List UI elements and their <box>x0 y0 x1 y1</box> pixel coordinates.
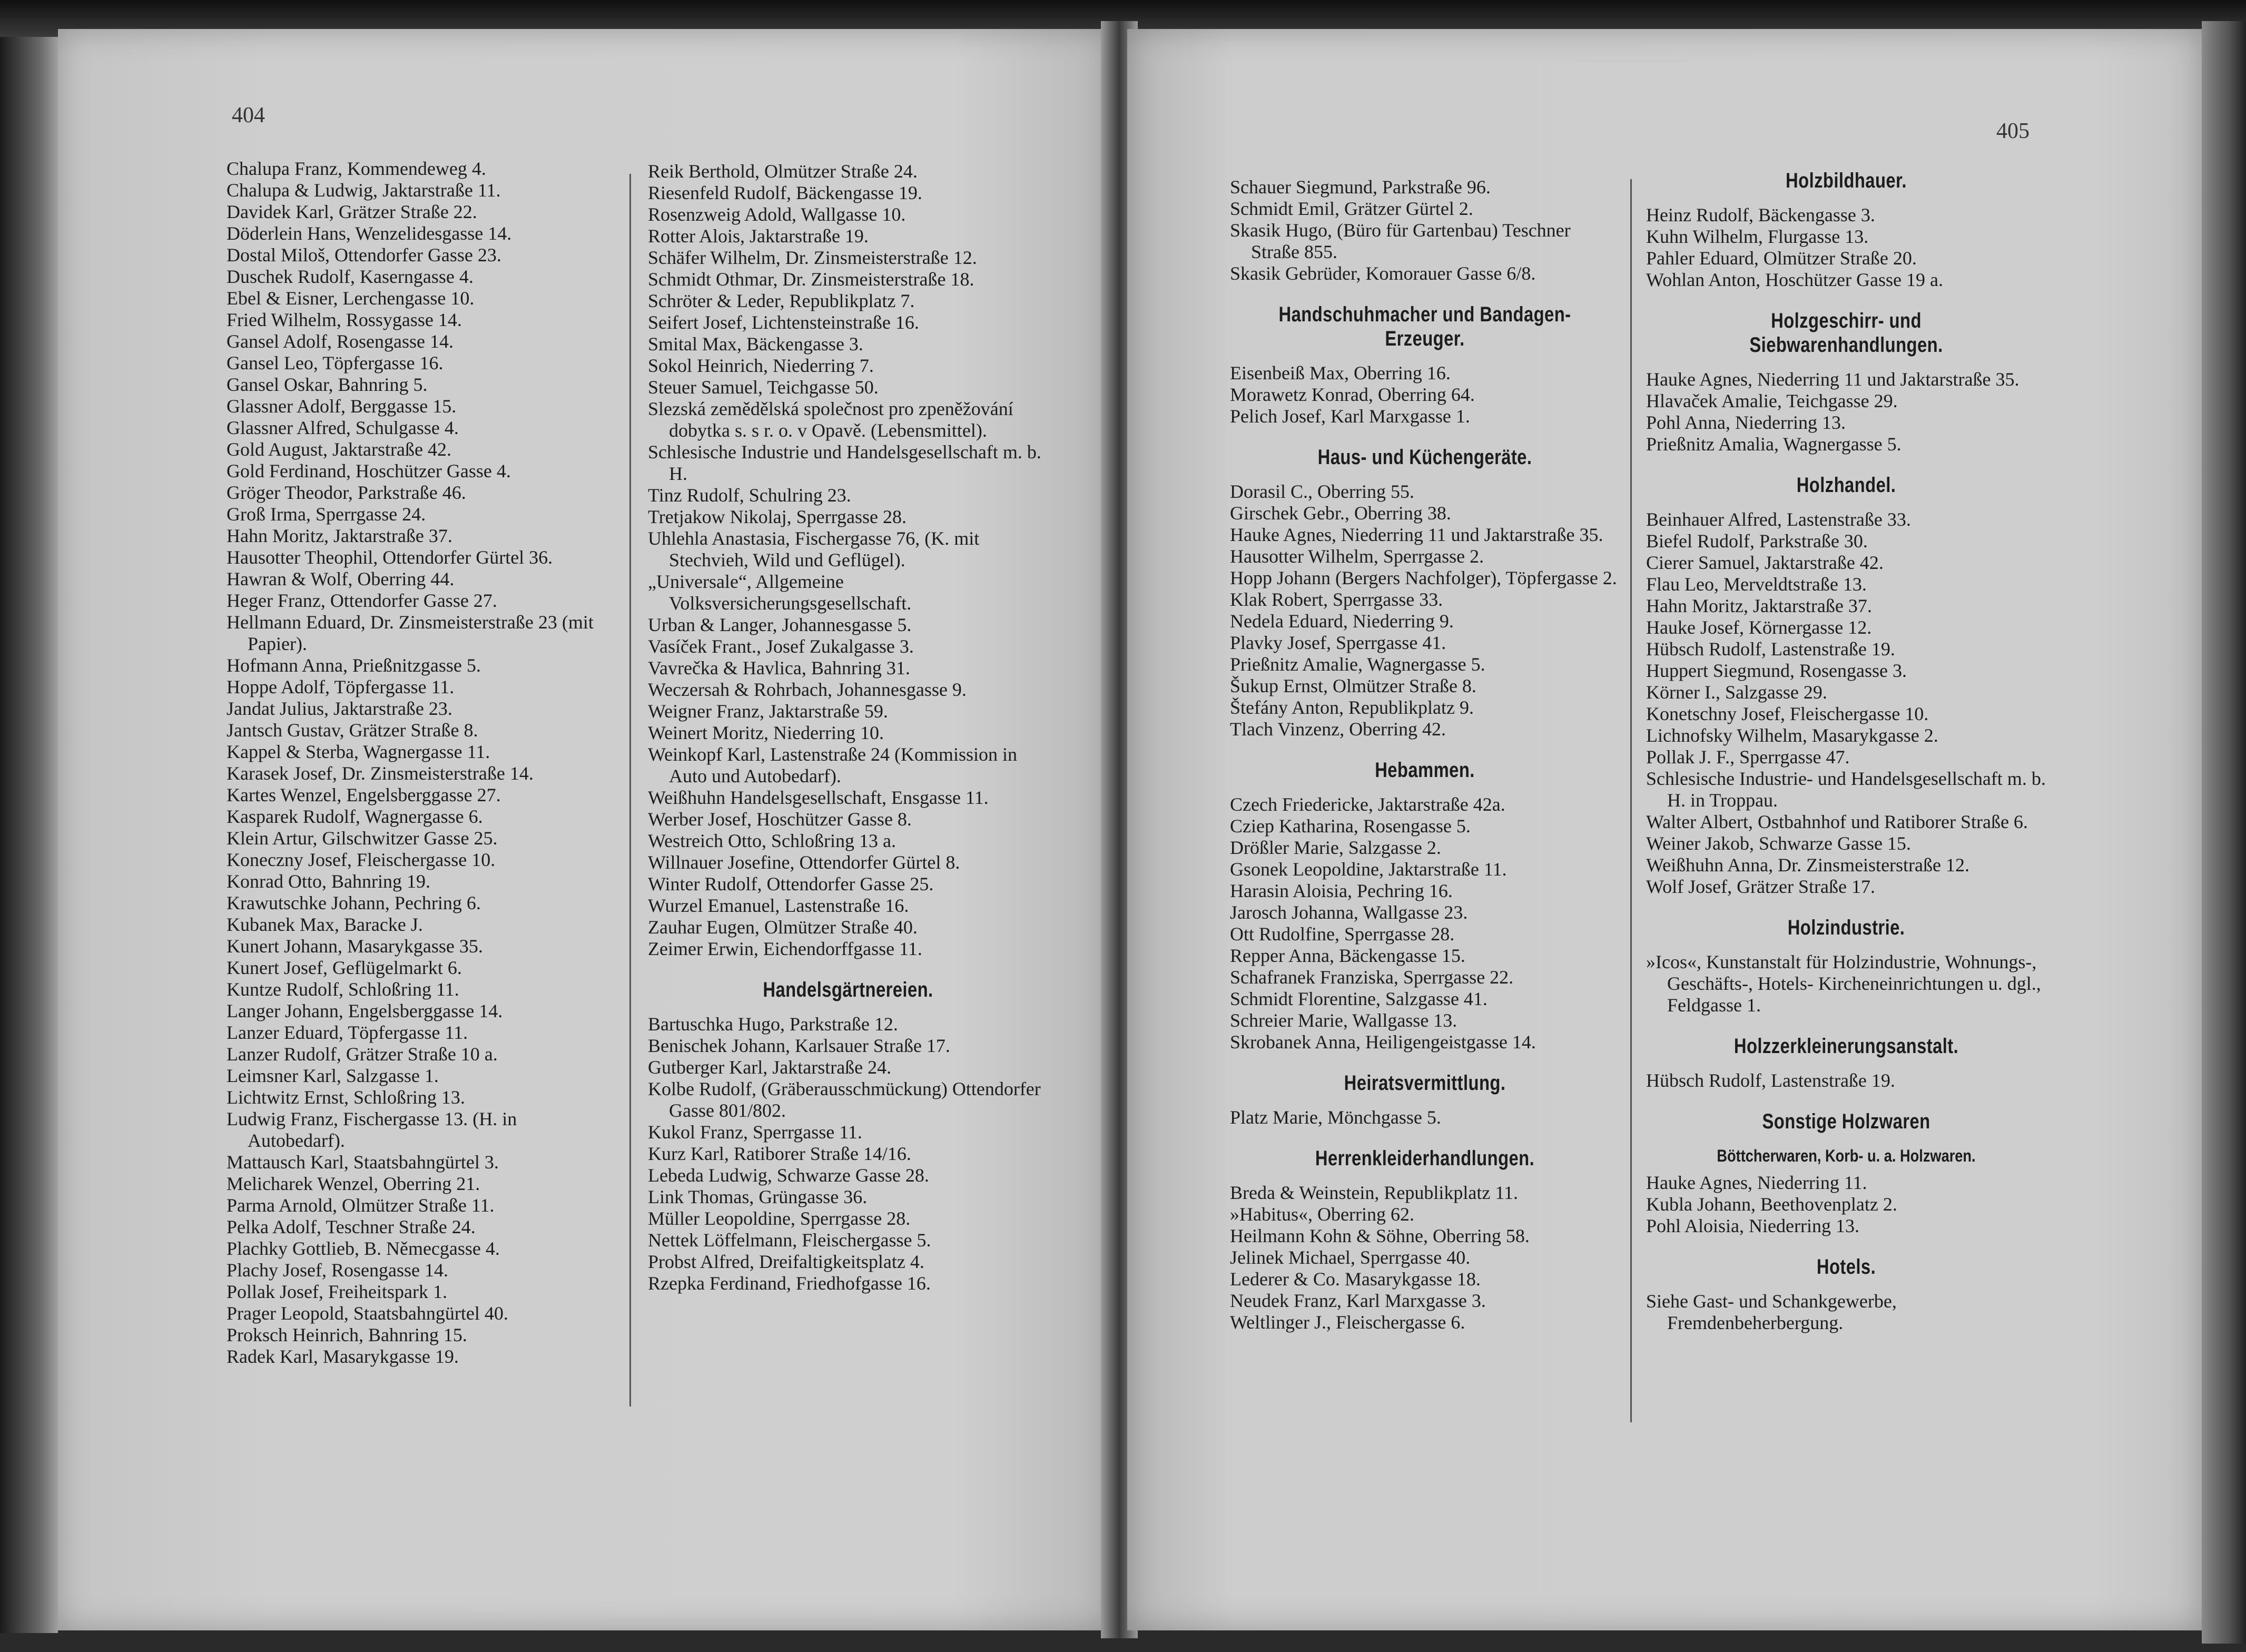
list-item: Dorasil C., Oberring 55. <box>1230 481 1414 502</box>
list-item: Konrad Otto, Bahnring 19. <box>226 871 430 892</box>
right-page-number: 405 <box>1996 119 2030 143</box>
list-item: Rzepka Ferdinand, Friedhofgasse 16. <box>648 1273 931 1294</box>
list-item: Plachky Gottlieb, B. Němecgasse 4. <box>226 1238 500 1259</box>
list-item: Smital Max, Bäckengasse 3. <box>648 333 863 355</box>
list-item: Gold August, Jaktarstraße 42. <box>226 439 451 460</box>
list-item: Wurzel Emanuel, Lastenstraße 16. <box>648 895 909 916</box>
list-item: Breda & Weinstein, Republikplatz 11. <box>1230 1182 1518 1203</box>
list-item: Weinkopf Karl, Lastenstraße 24 (Kommission in Auto und Autobedarf). <box>648 744 1017 786</box>
section-heading: Herrenkleiderhandlungen. <box>1315 1147 1535 1170</box>
list-item: Hahn Moritz, Jaktarstraße 37. <box>1646 595 1872 616</box>
list-item: Slezská zemědělská společnost pro zpeněžování dobytka s. s r. o. v Opavě. (Lebensmittel). <box>648 398 1013 441</box>
list-item: Lichtwitz Ernst, Schloßring 13. <box>226 1087 465 1108</box>
list-item: Rotter Alois, Jaktarstraße 19. <box>648 225 869 247</box>
list-item: Schmidt Florentine, Salzgasse 41. <box>1230 988 1488 1009</box>
list-item: Skasik Hugo, (Büro für Gartenbau) Teschner Straße 855. <box>1230 220 1571 262</box>
list-item: Hauke Josef, Körnergasse 12. <box>1646 617 1872 638</box>
section-subheading: Böttcherwaren, Korb- u. a. Holzwaren. <box>1717 1146 1976 1165</box>
list-item: Karasek Josef, Dr. Zinsmeisterstraße 14. <box>226 763 534 784</box>
left-column-1 <box>226 158 606 1368</box>
section-heading: Hebammen. <box>1375 759 1475 782</box>
list-item: Winter Rudolf, Ottendorfer Gasse 25. <box>648 873 934 894</box>
list-item: Eisenbeiß Max, Oberring 16. <box>1230 362 1451 384</box>
right-column-2 <box>1646 169 2046 1334</box>
list-item: Lebeda Ludwig, Schwarze Gasse 28. <box>648 1165 929 1186</box>
list-item: Döderlein Hans, Wenzelidesgasse 14. <box>226 223 512 244</box>
list-item: Pelka Adolf, Teschner Straße 24. <box>226 1216 476 1237</box>
section-heading: Heiratsvermittlung. <box>1344 1071 1506 1095</box>
list-item: Schmidt Emil, Grätzer Gürtel 2. <box>1230 198 1473 219</box>
list-item: Kasparek Rudolf, Wagnergasse 6. <box>226 806 483 827</box>
list-item: Vavrečka & Havlica, Bahnring 31. <box>648 657 910 678</box>
list-item: Nettek Löffelmann, Fleischergasse 5. <box>648 1230 931 1251</box>
list-item: Probst Alfred, Dreifaltigkeitsplatz 4. <box>648 1251 924 1272</box>
section-heading: Holzbildhauer. <box>1786 169 1907 192</box>
list-item: Hawran & Wolf, Oberring 44. <box>226 568 455 589</box>
section-heading: Handelsgärtnereien. <box>763 978 933 1001</box>
list-item: Gansel Oskar, Bahnring 5. <box>226 374 428 395</box>
list-item: Reik Berthold, Olmützer Straße 24. <box>648 161 918 182</box>
list-item: Davidek Karl, Grätzer Straße 22. <box>226 201 477 222</box>
list-item: Hopp Johann (Bergers Nachfolger), Töpfergasse 2. <box>1230 567 1617 588</box>
list-item: Koneczny Josef, Fleischergasse 10. <box>226 849 496 870</box>
list-item: Huppert Siegmund, Rosengasse 3. <box>1646 660 1907 681</box>
list-item: Parma Arnold, Olmützer Straße 11. <box>226 1195 495 1216</box>
list-item: Kunert Josef, Geflügelmarkt 6. <box>226 957 462 978</box>
list-item: Schröter & Leder, Republikplatz 7. <box>648 290 915 311</box>
list-item: Schlesische Industrie- und Handelsgesellschaft m. b. H. in Troppau. <box>1646 768 2046 811</box>
list-item: Heinz Rudolf, Bäckengasse 3. <box>1646 204 1875 225</box>
list-item: Platz Marie, Mönchgasse 5. <box>1230 1107 1441 1128</box>
list-item: Hübsch Rudolf, Lastenstraße 19. <box>1646 638 1895 660</box>
list-item: Harasin Aloisia, Pechring 16. <box>1230 880 1453 901</box>
list-item: Hellmann Eduard, Dr. Zinsmeisterstraße 23 (mit Papier). <box>226 612 594 654</box>
list-item: Konetschny Josef, Fleischergasse 10. <box>1646 703 1929 724</box>
list-item: Skasik Gebrüder, Komorauer Gasse 6/8. <box>1230 263 1536 284</box>
list-item: Gansel Adolf, Rosengasse 14. <box>226 331 454 352</box>
list-item: Czech Friedericke, Jaktarstraße 42a. <box>1230 794 1505 815</box>
list-item: Riesenfeld Rudolf, Bäckengasse 19. <box>648 182 922 203</box>
list-item: Pohl Aloisia, Niederring 13. <box>1646 1215 1859 1236</box>
list-item: Pollak Josef, Freiheitspark 1. <box>226 1281 447 1302</box>
list-item: Schlesische Industrie und Handelsgesellschaft m. b. H. <box>648 441 1041 484</box>
list-item: Jantsch Gustav, Grätzer Straße 8. <box>226 720 478 741</box>
list-item: Zeimer Erwin, Eichendorffgasse 11. <box>648 938 922 959</box>
list-item: Neudek Franz, Karl Marxgasse 3. <box>1230 1290 1486 1311</box>
column-divider <box>1630 179 1632 1422</box>
section-heading: Holzzerkleinerungsanstalt. <box>1733 1035 1959 1058</box>
list-item: Girschek Gebr., Oberring 38. <box>1230 503 1451 524</box>
list-item: Jandat Julius, Jaktarstraße 23. <box>226 698 452 719</box>
list-item: Hauke Agnes, Niederring 11. <box>1646 1172 1867 1193</box>
list-item: Morawetz Konrad, Oberring 64. <box>1230 384 1475 405</box>
list-item: Gutberger Karl, Jaktarstraße 24. <box>648 1057 892 1078</box>
list-item: Urban & Langer, Johannesgasse 5. <box>648 614 912 635</box>
list-item: Tretjakow Nikolaj, Sperrgasse 28. <box>648 506 907 527</box>
list-item: Schmidt Othmar, Dr. Zinsmeisterstraße 18. <box>648 269 974 290</box>
list-item: Gansel Leo, Töpfergasse 16. <box>226 352 444 373</box>
section-heading: Holzgeschirr- und Siebwarenhandlungen. <box>1749 309 1943 357</box>
list-item: Ebel & Eisner, Lerchengasse 10. <box>226 288 475 309</box>
list-item: „Universale“, Allgemeine Volksversicherungsgesellschaft. <box>648 571 912 614</box>
section-heading: Handschuhmacher und Bandagen-Erzeuger. <box>1278 303 1571 350</box>
list-item: Melicharek Wenzel, Oberring 21. <box>226 1173 480 1194</box>
list-item: Weißhuhn Handelsgesellschaft, Ensgasse 11. <box>648 787 989 808</box>
book-edge-right <box>2202 21 2246 1644</box>
list-item: Štefány Anton, Republikplatz 9. <box>1230 697 1474 718</box>
list-item: Glassner Alfred, Schulgasse 4. <box>226 417 459 438</box>
list-item: Weiner Jakob, Schwarze Gasse 15. <box>1646 833 1911 854</box>
list-item: Lanzer Eduard, Töpfergasse 11. <box>226 1022 468 1043</box>
list-item: Rosenzweig Adold, Wallgasse 10. <box>648 204 906 225</box>
list-item: Fried Wilhelm, Rossygasse 14. <box>226 309 462 330</box>
list-item: Cierer Samuel, Jaktarstraße 42. <box>1646 552 1884 573</box>
list-item: Wolf Josef, Grätzer Straße 17. <box>1646 876 1875 897</box>
list-item: Langer Johann, Engelsberggasse 14. <box>226 1000 503 1021</box>
list-item: Hlavaček Amalie, Teichgasse 29. <box>1646 390 1898 411</box>
list-item: Kukol Franz, Sperrgasse 11. <box>648 1122 862 1143</box>
list-item: Werber Josef, Hoschützer Gasse 8. <box>648 809 912 830</box>
section-heading: Hotels. <box>1816 1255 1876 1279</box>
list-item: Hausotter Wilhelm, Sperrgasse 2. <box>1230 546 1484 567</box>
list-item: Körner I., Salzgasse 29. <box>1646 682 1827 703</box>
list-item: Pelich Josef, Karl Marxgasse 1. <box>1230 406 1470 427</box>
list-item: Glassner Adolf, Berggasse 15. <box>226 396 457 417</box>
list-item: Skrobanek Anna, Heiligengeistgasse 14. <box>1230 1031 1536 1053</box>
list-item: Pahler Eduard, Olmützer Straße 20. <box>1646 248 1917 269</box>
list-item: Uhlehla Anastasia, Fischergasse 76, (K. mit Stechvieh, Wild und Geflügel). <box>648 528 980 571</box>
list-item: Beinhauer Alfred, Lastenstraße 33. <box>1646 509 1911 530</box>
list-item: Kartes Wenzel, Engelsberggasse 27. <box>226 784 501 805</box>
list-item: Westreich Otto, Schloßring 13 a. <box>648 830 897 851</box>
list-item: Weinert Moritz, Niederring 10. <box>648 722 884 743</box>
list-item: Gröger Theodor, Parkstraße 46. <box>226 482 466 503</box>
list-item: Zauhar Eugen, Olmützer Straße 40. <box>648 917 918 938</box>
list-item: Pohl Anna, Niederring 13. <box>1646 412 1846 433</box>
list-item: Kolbe Rudolf, (Gräberausschmückung) Ottendorfer Gasse 801/802. <box>648 1078 1041 1121</box>
list-item: Leimsner Karl, Salzgasse 1. <box>226 1065 439 1086</box>
section-heading: Holzindustrie. <box>1787 916 1905 939</box>
list-item: Weczersah & Rohrbach, Johannesgasse 9. <box>648 679 967 700</box>
list-item: Hausotter Theophil, Ottendorfer Gürtel 36. <box>226 547 553 568</box>
list-item: Willnauer Josefine, Ottendorfer Gürtel 8. <box>648 852 960 873</box>
list-item: Heilmann Kohn & Söhne, Oberring 58. <box>1230 1225 1530 1246</box>
list-item: Schäfer Wilhelm, Dr. Zinsmeisterstraße 12. <box>648 247 977 268</box>
list-item: Weigner Franz, Jaktarstraße 59. <box>648 701 888 722</box>
list-item: Lederer & Co. Masarykgasse 18. <box>1230 1268 1481 1290</box>
list-item: Schreier Marie, Wallgasse 13. <box>1230 1010 1457 1031</box>
list-item: Kappel & Sterba, Wagnergasse 11. <box>226 741 490 762</box>
list-item: Klein Artur, Gilschwitzer Gasse 25. <box>226 828 498 849</box>
list-item: Kurz Karl, Ratiborer Straße 14/16. <box>648 1143 911 1164</box>
list-item: Kunert Johann, Masarykgasse 35. <box>226 936 483 957</box>
list-item: Jelinek Michael, Sperrgasse 40. <box>1230 1247 1471 1268</box>
list-item: Groß Irma, Sperrgasse 24. <box>226 504 426 525</box>
list-item: Hahn Moritz, Jaktarstraße 37. <box>226 525 452 546</box>
list-item: Kuhn Wilhelm, Flurgasse 13. <box>1646 226 1869 247</box>
left-column-2 <box>648 161 1048 1294</box>
list-item: Müller Leopoldine, Sperrgasse 28. <box>648 1208 911 1229</box>
book-edge-left <box>0 37 58 1633</box>
list-item: Prießnitz Amalia, Wagnergasse 5. <box>1646 434 1902 455</box>
list-item: Kubla Johann, Beethovenplatz 2. <box>1646 1194 1897 1215</box>
list-item: Bartuschka Hugo, Parkstraße 12. <box>648 1014 898 1035</box>
list-item: Hofmann Anna, Prießnitzgasse 5. <box>226 655 481 676</box>
list-item: Mattausch Karl, Staatsbahngürtel 3. <box>226 1152 499 1173</box>
list-item: Gold Ferdinand, Hoschützer Gasse 4. <box>226 460 511 481</box>
list-item: Walter Albert, Ostbahnhof und Ratiborer Straße 6. <box>1646 811 2028 832</box>
list-item: Sokol Heinrich, Niederring 7. <box>648 355 874 376</box>
list-item: Proksch Heinrich, Bahnring 15. <box>226 1324 467 1345</box>
list-item: Nedela Eduard, Niederring 9. <box>1230 611 1454 632</box>
list-item: Krawutschke Johann, Pechring 6. <box>226 892 481 913</box>
list-item: Lichnofsky Wilhelm, Masarykgasse 2. <box>1646 725 1938 746</box>
list-item: Link Thomas, Grüngasse 36. <box>648 1186 868 1207</box>
list-item: Tinz Rudolf, Schulring 23. <box>648 485 851 506</box>
list-item: Ludwig Franz, Fischergasse 13. (H. in Autobedarf). <box>226 1108 517 1151</box>
list-item: Biefel Rudolf, Parkstraße 30. <box>1646 530 1868 552</box>
list-item: Cziep Katharina, Rosengasse 5. <box>1230 815 1471 837</box>
list-item: Seifert Josef, Lichtensteinstraße 16. <box>648 312 919 333</box>
list-item: Flau Leo, Merveldtstraße 13. <box>1646 574 1867 595</box>
list-item: Schauer Siegmund, Parkstraße 96. <box>1230 176 1491 198</box>
left-page-number: 404 <box>232 103 265 127</box>
list-item: Benischek Johann, Karlsauer Straße 17. <box>648 1035 950 1056</box>
list-item: Hauke Agnes, Niederring 11 und Jaktarstraße 35. <box>1646 369 2020 390</box>
list-item: Klak Robert, Sperrgasse 33. <box>1230 589 1443 610</box>
list-item: »Icos«, Kunstanstalt für Holzindustrie, Wohnungs-, Geschäfts-, Hotels- Kircheneinrichtungen u. dgl., Feldgasse 1. <box>1646 951 2041 1016</box>
list-item: Pollak J. F., Sperrgasse 47. <box>1646 746 1850 768</box>
right-column-1 <box>1230 176 1620 1333</box>
list-item: Siehe Gast- und Schankgewerbe, Fremdenbeherbergung. <box>1646 1291 1897 1333</box>
list-item: Drößler Marie, Salzgasse 2. <box>1230 837 1441 858</box>
list-item: Tlach Vinzenz, Oberring 42. <box>1230 719 1446 740</box>
list-item: Weltlinger J., Fleischergasse 6. <box>1230 1312 1465 1333</box>
column-divider <box>629 174 631 1407</box>
list-item: Hoppe Adolf, Töpfergasse 11. <box>226 676 455 697</box>
section-heading: Holzhandel. <box>1796 474 1896 497</box>
list-item: Plavky Josef, Sperrgasse 41. <box>1230 632 1446 653</box>
list-item: Jarosch Johanna, Wallgasse 23. <box>1230 902 1468 923</box>
list-item: Chalupa & Ludwig, Jaktarstraße 11. <box>226 180 501 201</box>
list-item: Šukup Ernst, Olmützer Straße 8. <box>1230 675 1476 696</box>
list-item: Gsonek Leopoldine, Jaktarstraße 11. <box>1230 859 1507 880</box>
list-item: »Habitus«, Oberring 62. <box>1230 1204 1414 1225</box>
list-item: Prießnitz Amalie, Wagnergasse 5. <box>1230 654 1485 675</box>
list-item: Dostal Miloš, Ottendorfer Gasse 23. <box>226 244 501 266</box>
section-heading: Haus- und Küchengeräte. <box>1317 446 1532 469</box>
list-item: Lanzer Rudolf, Grätzer Straße 10 a. <box>226 1044 498 1065</box>
list-item: Steuer Samuel, Teichgasse 50. <box>648 377 879 398</box>
list-item: Vasíček Frant., Josef Zukalgasse 3. <box>648 636 914 657</box>
list-item: Kuntze Rudolf, Schloßring 11. <box>226 979 459 1000</box>
list-item: Radek Karl, Masarykgasse 19. <box>226 1346 459 1367</box>
list-item: Hübsch Rudolf, Lastenstraße 19. <box>1646 1070 1895 1091</box>
list-item: Ott Rudolfine, Sperrgasse 28. <box>1230 923 1455 945</box>
list-item: Plachy Josef, Rosengasse 14. <box>226 1260 448 1281</box>
section-heading: Sonstige Holzwaren <box>1762 1110 1930 1133</box>
list-item: Kubanek Max, Baracke J. <box>226 914 423 935</box>
list-item: Duschek Rudolf, Kaserngasse 4. <box>226 266 474 287</box>
list-item: Hauke Agnes, Niederring 11 und Jaktarstraße 35. <box>1230 524 1603 545</box>
list-item: Chalupa Franz, Kommendeweg 4. <box>226 158 486 179</box>
list-item: Prager Leopold, Staatsbahngürtel 40. <box>226 1303 508 1324</box>
list-item: Wohlan Anton, Hoschützer Gasse 19 a. <box>1646 269 1943 290</box>
list-item: Schafranek Franziska, Sperrgasse 22. <box>1230 967 1514 988</box>
list-item: Repper Anna, Bäckengasse 15. <box>1230 945 1465 966</box>
list-item: Weißhuhn Anna, Dr. Zinsmeisterstraße 12. <box>1646 854 1969 876</box>
list-item: Heger Franz, Ottendorfer Gasse 27. <box>226 590 497 611</box>
